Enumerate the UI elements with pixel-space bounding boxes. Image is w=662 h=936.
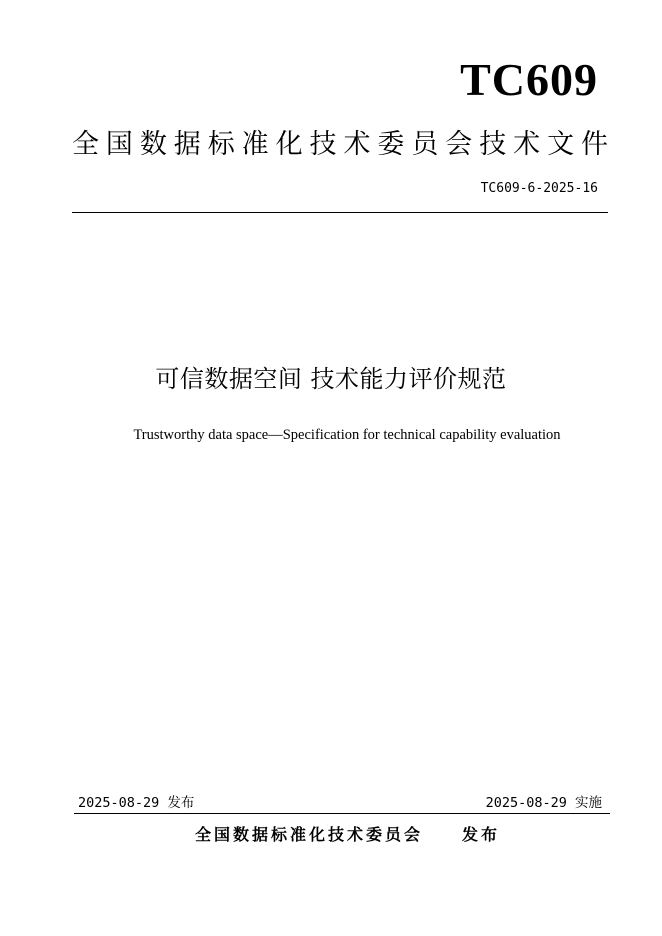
top-divider [72,212,608,213]
document-title-english: Trustworthy data space—Specification for technical capability evaluation [133,427,561,443]
implementation-date: 2025-08-29 实施 [485,795,602,811]
issuing-committee: 全国数据标准化技术委员会 [195,825,424,844]
document-title-chinese: 可信数据空间 技术能力评价规范 [155,365,507,393]
issuing-action: 发布 [462,825,501,844]
bottom-divider [74,813,610,814]
publish-date: 2025-08-29 发布 [78,795,195,811]
committee-code: TC609 [460,54,598,105]
document-number: TC609-6-2025-16 [480,181,598,196]
committee-document-heading: 全国数据标准化技术委员会技术文件 [72,129,608,160]
